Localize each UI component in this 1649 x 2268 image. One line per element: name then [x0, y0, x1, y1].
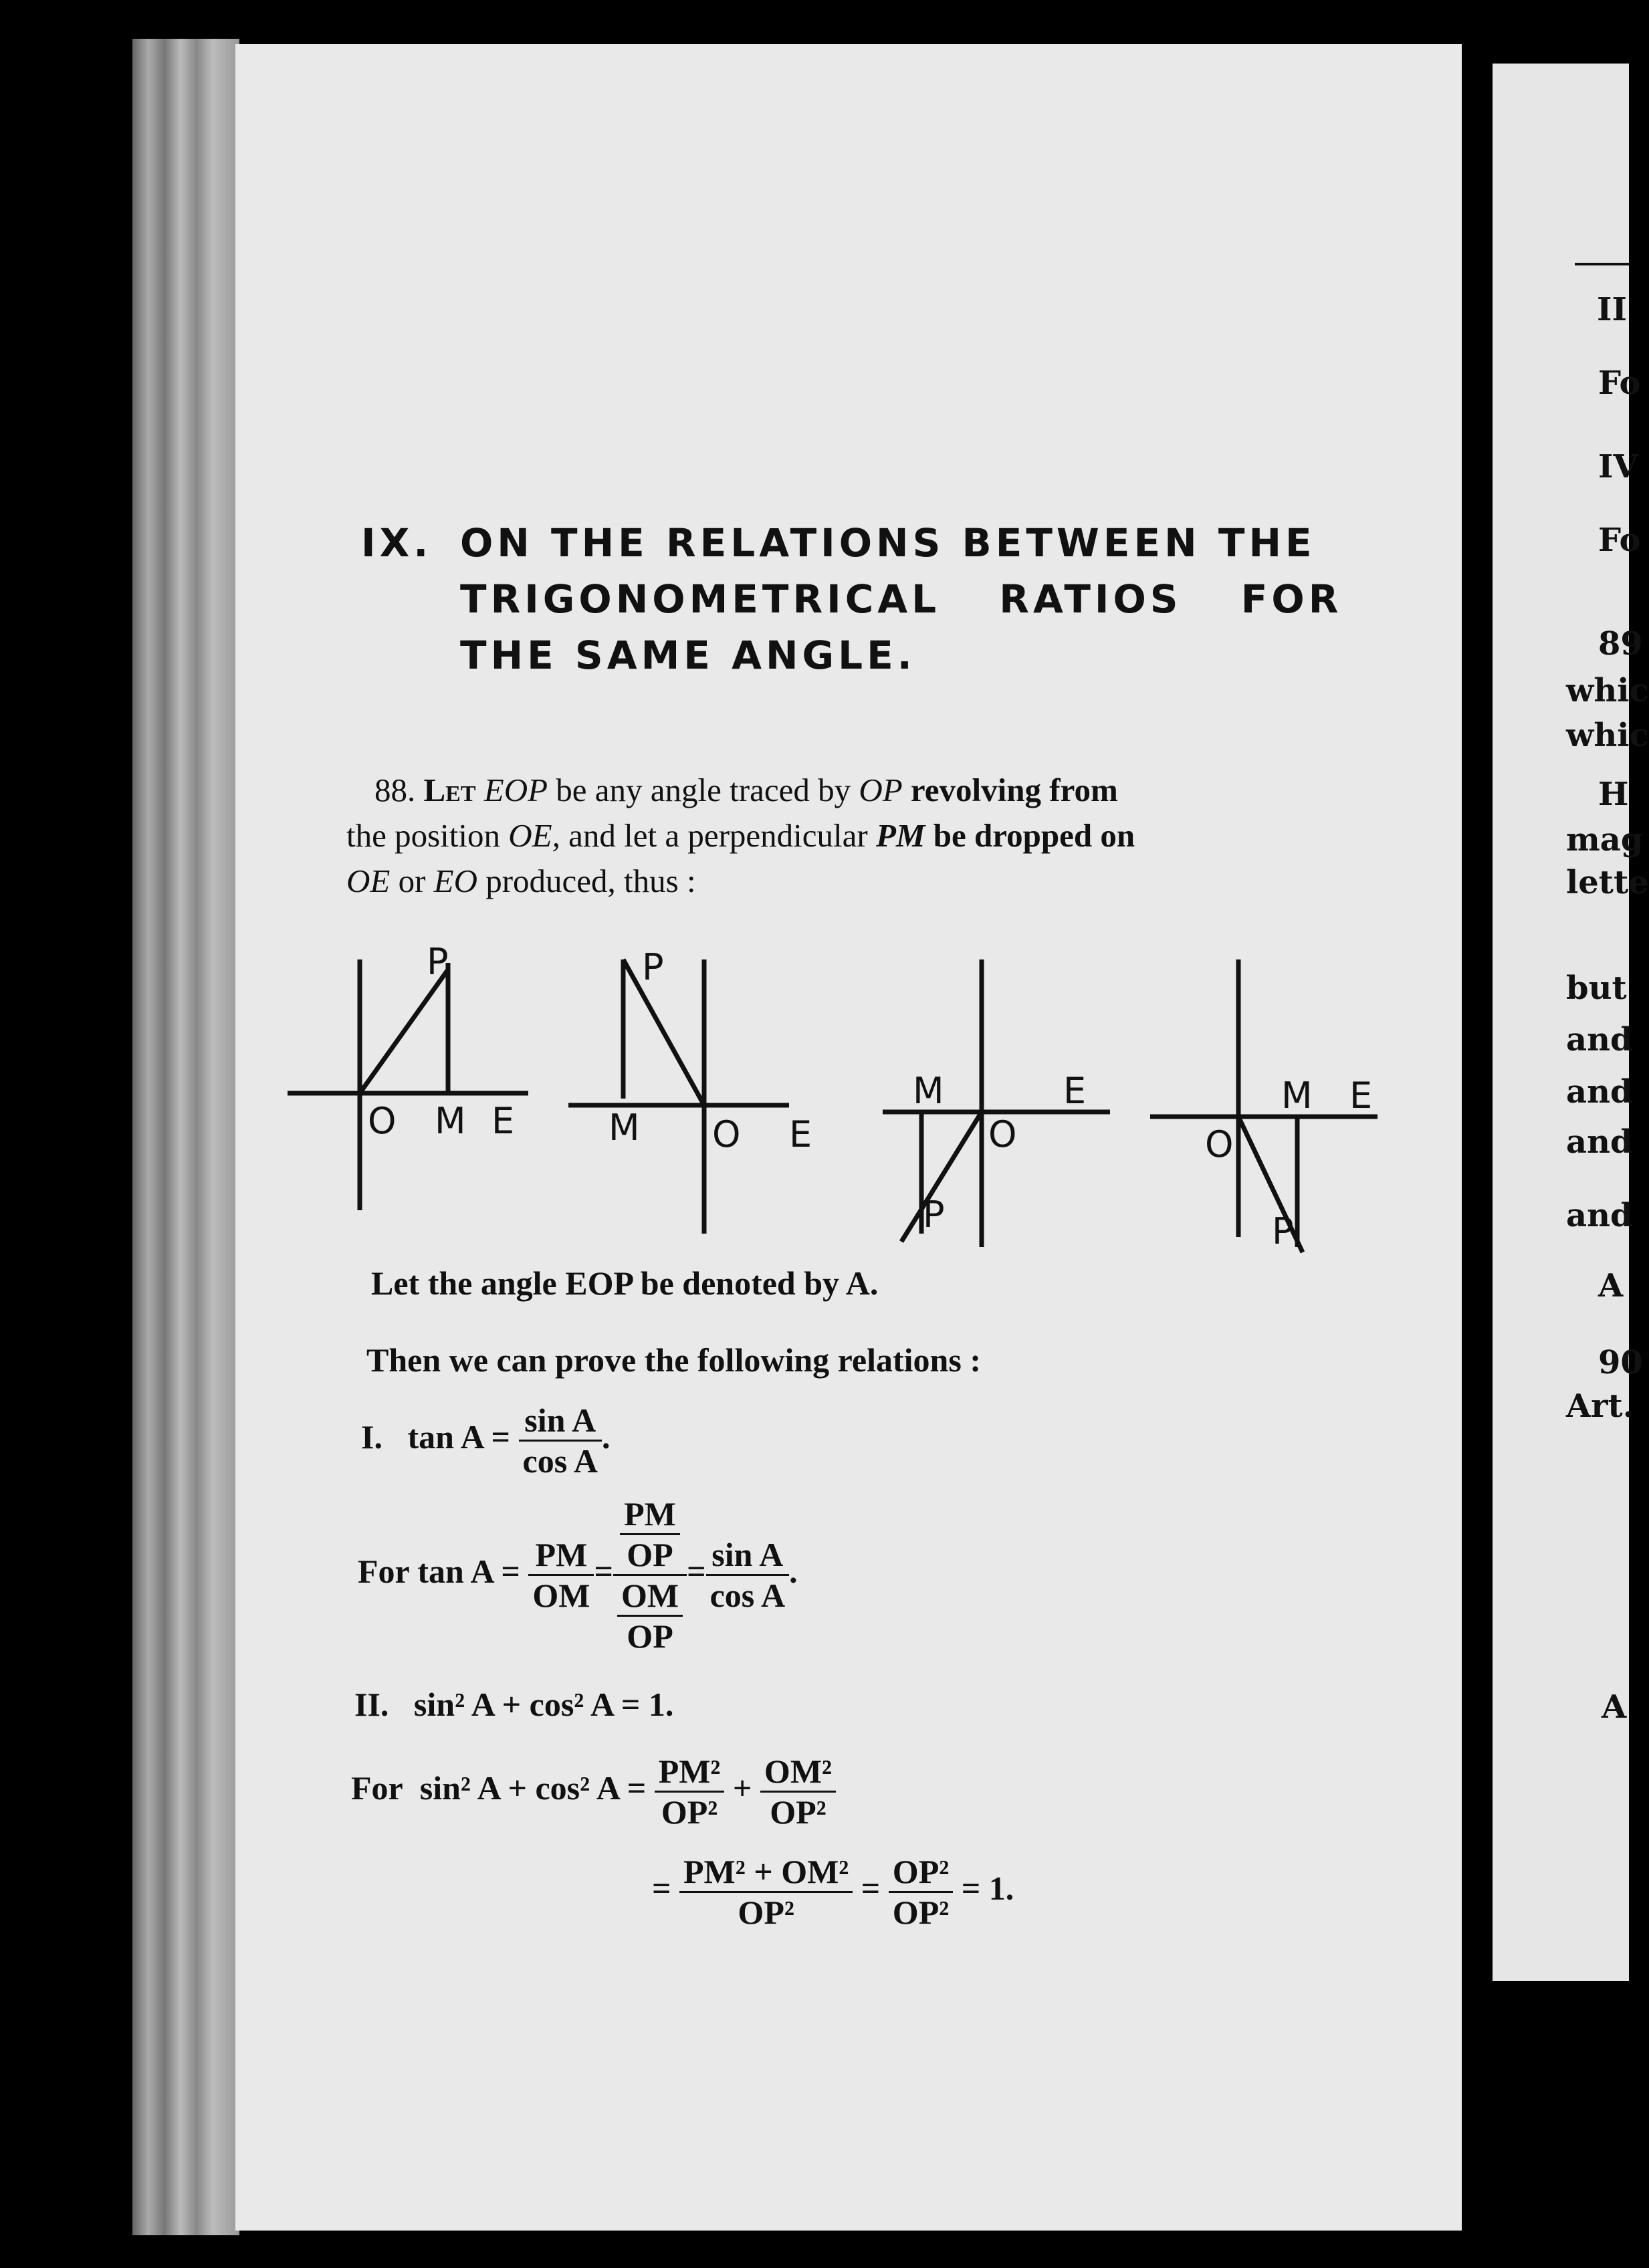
right-fragment: but: [1566, 970, 1627, 1007]
right-page-rule: [1575, 263, 1629, 265]
chapter-title-line-1: ON THE RELATIONS BETWEEN THE: [460, 520, 1316, 566]
fig2-label-m: M: [609, 1107, 640, 1149]
fig3-label-m: M: [913, 1070, 944, 1112]
fig1-label-m: M: [435, 1100, 466, 1142]
fig4-label-m: M: [1281, 1074, 1313, 1117]
fig4-label-o: O: [1205, 1123, 1234, 1165]
fig2-label-e: E: [789, 1113, 812, 1155]
fig1-label-o: O: [368, 1100, 397, 1142]
right-fragment: and: [1566, 1021, 1633, 1058]
article-88: [346, 768, 1323, 904]
chapter-number: IX.: [361, 520, 433, 566]
right-fragment: Fo: [1598, 522, 1641, 559]
fig3-label-p: P: [923, 1194, 945, 1236]
angle-figures: [281, 933, 1391, 1267]
right-fragment: A: [1598, 1267, 1624, 1305]
fig2-label-o: O: [712, 1113, 741, 1155]
proof-2: For sin² A + cos² A = $\frac{\text{PM²}}{\text{OP²}}$ + $\frac{\text{OM²}}{\text{OP²}}$: [351, 1752, 836, 1831]
right-fragment: mag: [1566, 821, 1644, 859]
book-page-edges: [132, 39, 239, 2235]
proof-2-continued: = $\frac{\text{PM² + OM²}}{\text{OP²}}$ = $\frac{\text{OP²}}{\text{OP²}}$ = 1.: [652, 1853, 1014, 1931]
fig4-label-e: E: [1349, 1074, 1373, 1117]
chapter-title-line-2: TRIGONOMETRICAL RATIOS FOR: [460, 576, 1343, 622]
right-fragment: whic: [1566, 672, 1649, 709]
compound-fraction: $\frac{\frac{PM}{OP}}{\frac{OM}{OP}}$: [613, 1494, 687, 1656]
article-88-line-2: the position OE, and let a perpendicular PM be dropped on: [346, 817, 1135, 854]
right-fragment: lette: [1566, 864, 1649, 901]
right-fragment: and: [1566, 1073, 1633, 1111]
statement-angle-a: Let the angle EOP be denoted by A.: [371, 1264, 879, 1302]
statement-relations: Then we can prove the following relations :: [366, 1341, 981, 1379]
fig3-label-e: E: [1063, 1070, 1087, 1112]
fig1-label-p: P: [427, 941, 449, 983]
fig3-label-o: O: [988, 1113, 1017, 1155]
fig2-label-p: P: [642, 946, 664, 988]
right-fragment: IV: [1598, 448, 1638, 485]
fig1-label-e: E: [491, 1100, 515, 1142]
relation-2: II. sin² A + cos² A = 1.: [354, 1686, 674, 1723]
fig4-label-p: P: [1272, 1210, 1294, 1252]
right-fragment: whic: [1566, 717, 1649, 754]
figure-fourth-quadrant: [1150, 959, 1378, 1252]
figure-first-quadrant: [288, 959, 528, 1210]
right-fragment: Art.: [1566, 1387, 1634, 1425]
right-fragment: II: [1597, 291, 1627, 328]
article-88-line-1: 88. Let EOP be any angle traced by OP revolving from: [374, 772, 1118, 808]
article-88-line-3: OE or EO produced, thus :: [346, 863, 696, 899]
right-fragment: Fo: [1598, 364, 1641, 402]
relation-1-fraction: $\frac{\text{sin A}}{\text{cos A}}$: [519, 1401, 602, 1480]
right-fragment: A: [1602, 1688, 1627, 1726]
right-fragment: 90: [1598, 1344, 1643, 1381]
proof-1: For tan A = $\frac{PM}{OM}$ = $\frac{\frac{PM}{OP}}{\frac{OM}{OP}}$ = $\frac{\text{sin A}}{\text{cos A}}$ .: [358, 1495, 798, 1655]
relation-1: I. tan A = $\frac{\text{sin A}}{\text{cos A}}$ .: [361, 1401, 611, 1480]
right-fragment: and: [1566, 1197, 1633, 1234]
right-fragment: H: [1598, 776, 1629, 813]
right-fragment: 89: [1598, 625, 1643, 663]
right-fragment: and: [1566, 1123, 1633, 1161]
figure-second-quadrant: [568, 959, 789, 1234]
chapter-title-line-3: THE SAME ANGLE.: [460, 633, 916, 678]
